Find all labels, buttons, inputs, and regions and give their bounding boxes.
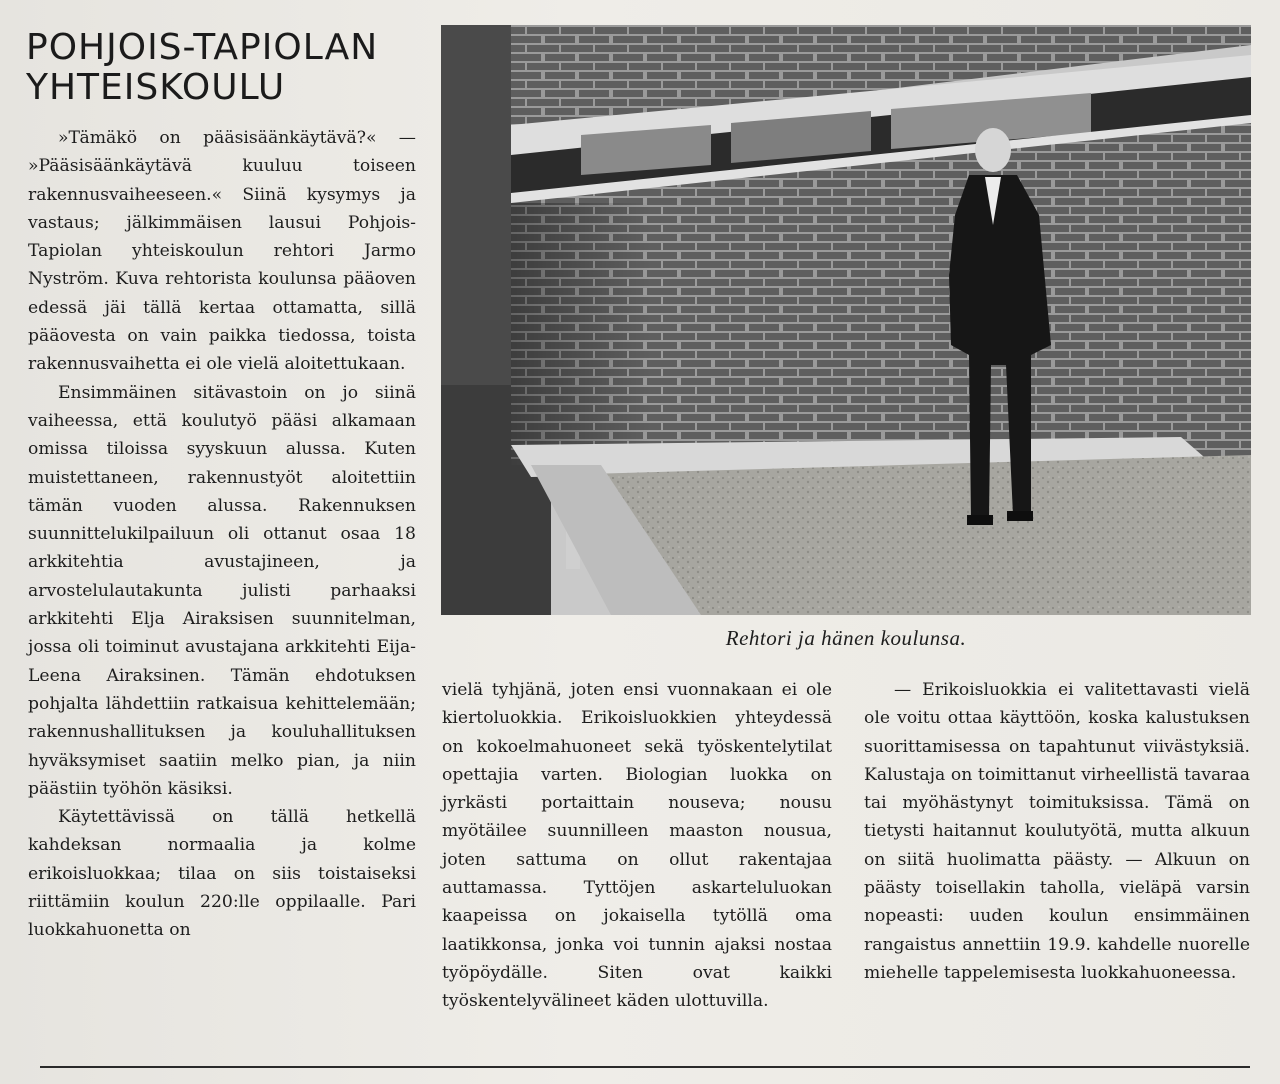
- paragraph: »Tämäkö on pääsisäänkäytävä?« — »Pääsisäänkäytävä kuuluu toiseen rakennusvaiheeseen.« Siinä kysymys ja vastaus; jälkimmäisen lausui Pohjois-Tapiolan yhteiskoulun rehtori Jarmo Nyström. Kuva rehtorista koulunsa pääoven edessä jäi tällä kertaa ottamatta, sillä pääovesta on vain paikka tiedossa, toista rakennusvaihetta ei ole vielä aloitettukaan.: [28, 128, 416, 375]
- paragraph: — Erikoisluokkia ei valitettavasti vielä ole voitu ottaa käyttöön, koska kalustuksen suorittamisessa on tapahtunut viivästyksiä. Kalustaja on toimittanut virheellistä tavaraa tai myöhästynyt toimituksissa. Tämä on tietysti haitannut koulutyötä, mutta alkuun on siitä huolimatta päästy. — Alkuun on päästy toisellakin taholla, vieläpä varsin nopeasti: uuden koulun ensimmäinen rangaistus annettiin 19.9. kahdelle nuorelle miehelle tappelemisesta luokkahuoneessa.: [864, 680, 1250, 983]
- paragraph: vielä tyhjänä, joten ensi vuonnakaan ei ole kiertoluokkia. Erikoisluokkien yhteydessä on kokoelmahuoneet sekä työskentelytilat opettajia varten. Biologian luokka on jyrkästi portaittain nouseva; nousu myötäilee suunnilleen maaston nousua, joten sattuma on ollut rakentajaa auttamassa. Tyttöjen askarteluluokan kaapeissa on jokaisella tytöllä oma laatikkonsa, jonka voi tunnin ajaksi nostaa työpöydälle. Siten ovat kaikki työskentelyvälineet käden ulottuvilla.: [442, 680, 832, 1012]
- photo-caption: Rehtori ja hänen koulunsa.: [725, 626, 967, 650]
- text-column-1: [28, 124, 416, 945]
- article-photo: [441, 25, 1251, 615]
- text-column-3: [864, 676, 1250, 987]
- bottom-rule: [40, 1066, 1250, 1068]
- headline-line-1: POHJOIS-TAPIOLAN: [26, 27, 379, 68]
- headline-line-2: YHTEISKOULU: [26, 67, 286, 108]
- paragraph: Käytettävissä on tällä hetkellä kahdeksan normaalia ja kolme erikoisluokkaa; tilaa on siis toistaiseksi riittämiin koulun 220:lle oppilaalle. Pari luokkahuonetta on: [28, 807, 416, 941]
- paragraph: Ensimmäinen sitävastoin on jo siinä vaiheessa, että koulutyö pääsi alkamaan omissa tiloissa syyskuun alussa. Kuten muistettaneen, rakennustyöt aloitettiin tämän vuoden alussa. Rakennuksen suunnittelukilpailuun oli ottanut osaa 18 arkkitehtia avustajineen, ja arvostelulautakunta julisti parhaaksi arkkitehti Elja Airaksisen suunnitelman, jossa oli toiminut avustajana arkkitehti Eija-Leena Airaksinen. Tämän ehdotuksen pohjalta lähdettiin ratkaisua kehittelemään; rakennushallituksen ja kouluhallituksen hyväksymiset saatiin melko pian, ja niin päästiin työhön käsiksi.: [28, 382, 416, 799]
- photo-rector-and-school: [441, 25, 1251, 615]
- article-headline: [26, 28, 426, 108]
- text-column-2: [442, 676, 832, 1016]
